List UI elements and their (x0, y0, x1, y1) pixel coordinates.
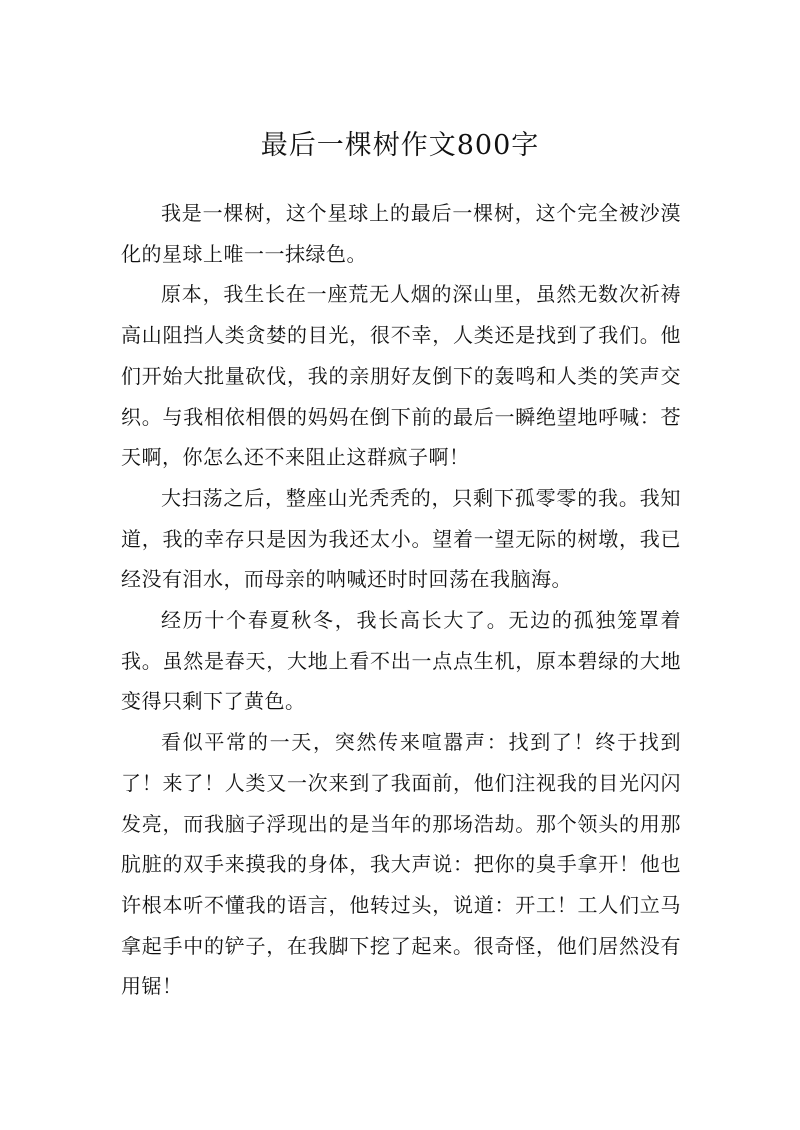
paragraph-3: 大扫荡之后，整座山光秃秃的，只剩下孤零零的我。我知道，我的幸存只是因为我还太小。望着一望无际的树墩，我已经没有泪水，而母亲的呐喊还时时回荡在我脑海。 (121, 485, 681, 592)
paragraph-2: 原本，我生长在一座荒无人烟的深山里，虽然无数次祈祷高山阻挡人类贪婪的目光，很不幸，人类还是找到了我们。他们开始大批量砍伐，我的亲朋好友倒下的轰鸣和人类的笑声交织。与我相依相偎的妈妈在倒下前的最后一瞬绝望地呼喊：苍天啊，你怎么还不来阻止这群疯子啊！ (121, 282, 681, 470)
paragraph-1: 我是一棵树，这个星球上的最后一棵树，这个完全被沙漠化的星球上唯一一抹绿色。 (121, 201, 681, 266)
document-title: 最后一棵树作文800字 (260, 130, 540, 161)
paragraph-5: 看似平常的一天，突然传来喧嚣声：找到了！终于找到了！来了！人类又一次来到了我面前，他们注视我的目光闪闪发亮，而我脑子浮现出的是当年的那场浩劫。那个领头的用那肮脏的双手来摸我的身体，我大声说：把你的臭手拿开！他也许根本听不懂我的语言，他转过头，说道：开工！工人们立马拿起手中的铲子，在我脚下挖了起来。很奇怪，他们居然没有用锯！ (121, 730, 681, 999)
paragraph-4: 经历十个春夏秋冬，我长高长大了。无边的孤独笼罩着我。虽然是春天，大地上看不出一点点生机，原本碧绿的大地变得只剩下了黄色。 (121, 608, 681, 714)
document-body (121, 193, 681, 1007)
